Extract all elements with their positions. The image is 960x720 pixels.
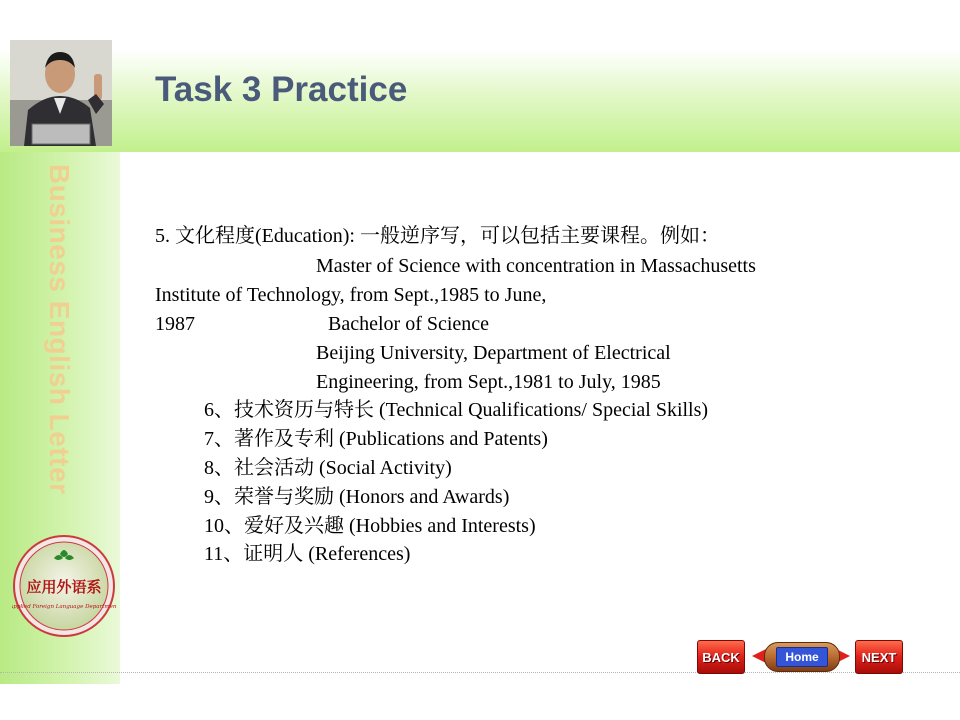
content-line-education: 5. 文化程度(Education): 一般逆序写，可以包括主要课程。例如： <box>155 225 720 247</box>
content-line-engineering: Engineering, from Sept.,1981 to July, 1985 <box>316 371 661 393</box>
content-line-item-7: 7、著作及专利 (Publications and Patents) <box>204 428 548 450</box>
logo-title-text: 应用外语系 <box>26 578 102 596</box>
slide-title: Task 3 Practice <box>155 70 408 109</box>
header-band <box>0 0 960 152</box>
content-line-institute: Institute of Technology, from Sept.,1985 to June, <box>155 284 547 306</box>
logo-subtitle-text: Applied Foreign Language Department <box>12 604 116 610</box>
department-logo <box>12 534 116 638</box>
home-button-label: Home <box>776 647 827 667</box>
content-line-item-6: 6、技术资历与特长 (Technical Qualifications/ Special Skills) <box>204 399 709 421</box>
back-button-label: BACK <box>702 649 740 665</box>
home-button-frame <box>764 642 840 672</box>
home-button[interactable] <box>752 638 850 674</box>
content-line-year: 1987 <box>155 313 195 335</box>
next-button-label: NEXT <box>861 649 897 665</box>
content-line-item-9: 9、荣誉与奖励 (Honors and Awards) <box>204 486 510 508</box>
content-line-item-10: 10、爱好及兴趣 (Hobbies and Interests) <box>204 515 536 537</box>
back-button[interactable] <box>697 640 745 674</box>
content-line-item-8: 8、社会活动 (Social Activity) <box>204 457 452 479</box>
next-button[interactable] <box>855 640 903 674</box>
lecturer-photo <box>10 40 112 146</box>
content-line-item-11: 11、证明人 (References) <box>204 543 411 565</box>
content-line-beijing: Beijing University, Department of Electrical <box>316 342 671 364</box>
content-line-bachelor: Bachelor of Science <box>328 313 490 335</box>
content-line-master: Master of Science with concentration in Massachusetts <box>316 255 756 277</box>
side-title: Business English Letter <box>44 164 75 495</box>
